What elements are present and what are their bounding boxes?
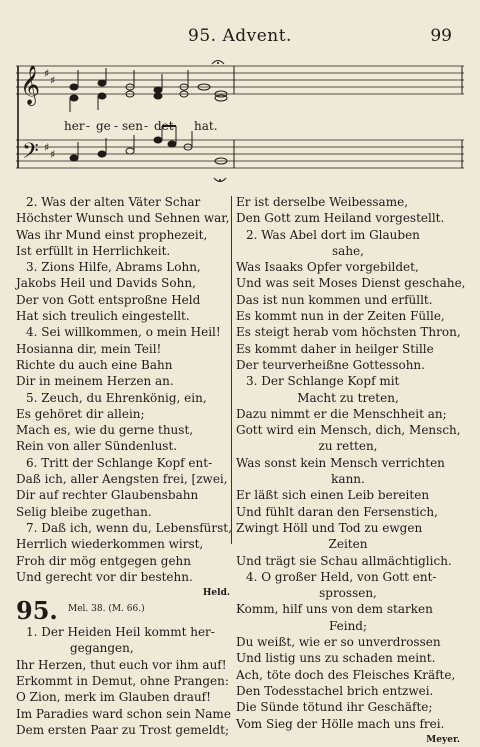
text-line: Dir in meinem Herzen an. bbox=[16, 374, 174, 389]
text-line: 4. O großer Held, von Gott ent- bbox=[246, 569, 437, 584]
text-line: Ach, töte doch des Fleisches Kräfte, bbox=[236, 667, 456, 682]
hymn-title: 95. Advent. bbox=[188, 26, 292, 46]
text-line: Und gerecht vor dir bestehn. bbox=[16, 569, 193, 584]
text-line: 3. Der Schlange Kopf mit bbox=[246, 374, 400, 389]
text-line: Es kommt nun in der Zeiten Fülle, bbox=[236, 309, 445, 324]
text-line: Die Sünde tötund ihr Geschäfte; bbox=[236, 700, 433, 715]
treble-staff bbox=[16, 66, 464, 94]
text-line: Und fühlt daran den Fersenstich, bbox=[236, 504, 438, 519]
lyric-syllable: sen bbox=[122, 119, 143, 133]
text-line: Feind; bbox=[328, 618, 368, 633]
text-line: Es kommt daher in heilger Stille bbox=[236, 341, 434, 356]
text-line: 7. Daß ich, wenn du, Lebensfürst, bbox=[26, 520, 232, 535]
text-line: Selig bleibe zugethan. bbox=[16, 504, 152, 519]
left-column bbox=[16, 194, 230, 738]
text-line: Was sonst kein Mensch verrichten bbox=[236, 455, 445, 470]
hymn94-verses bbox=[16, 194, 230, 585]
text-line: Jakobs Heil und Davids Sohn, bbox=[16, 276, 196, 291]
text-line: Zeiten bbox=[328, 537, 368, 552]
hymn95-heading bbox=[16, 596, 230, 626]
text-line: Gott wird ein Mensch, dich, Mensch, bbox=[236, 423, 461, 438]
text-line: sprossen, bbox=[319, 586, 377, 601]
text-line: Den Gott zum Heiland vorgestellt. bbox=[236, 211, 445, 226]
text-line: 5. Zeuch, du Ehrenkönig, ein, bbox=[26, 390, 207, 405]
page-number: 99 bbox=[430, 26, 452, 46]
treble-clef-icon: 𝄞 bbox=[20, 65, 41, 105]
text-line: Dem ersten Paar zu Trost gemeldt; bbox=[16, 722, 230, 737]
text-line: Macht zu treten, bbox=[297, 390, 399, 405]
lyric-syllable: ge bbox=[96, 119, 111, 133]
text-line: gegangen, bbox=[70, 641, 134, 656]
text-line: Froh dir mög entgegen gehn bbox=[16, 553, 192, 568]
text-line: Und trägt sie Schau allmächtiglich. bbox=[236, 553, 452, 568]
lyric-syllable: - bbox=[114, 119, 119, 133]
text-line: Ihr Herzen, thut euch vor ihm auf! bbox=[16, 657, 227, 672]
bass-staff bbox=[16, 140, 464, 168]
text-line: Mach es, wie du gerne thust, bbox=[16, 423, 194, 438]
text-line: kann. bbox=[331, 472, 365, 487]
text-line: Du weißt, wie er so unverdrossen bbox=[236, 635, 441, 650]
text-line: Dazu nimmt er die Menschheit an; bbox=[236, 406, 447, 421]
text-line: Höchster Wunsch und Sehnen war, bbox=[16, 211, 230, 226]
text-line: Ist erfüllt in Herrlichkeit. bbox=[16, 243, 171, 258]
text-line: sahe, bbox=[332, 243, 364, 258]
text-line: 3. Zions Hilfe, Abrams Lohn, bbox=[26, 260, 201, 275]
text-line: 1. Der Heiden Heil kommt her- bbox=[26, 625, 215, 640]
hymn95-verses bbox=[236, 194, 466, 732]
text-line: Was ihr Mund einst prophezeit, bbox=[16, 227, 208, 242]
text-line: Und listig uns zu schaden meint. bbox=[236, 651, 436, 666]
text-line: Hosianna dir, mein Teil! bbox=[16, 341, 162, 356]
text-line: Vom Sieg der Hölle mach uns frei. bbox=[236, 716, 445, 731]
text-line: Daß ich, aller Aengsten frei, [zwei, bbox=[16, 472, 228, 487]
lyrics-row bbox=[64, 119, 218, 133]
text-line: Er ist derselbe Weibessame, bbox=[236, 195, 409, 209]
text-line: Dir auf rechter Glaubensbahn bbox=[16, 488, 199, 503]
text-line: Den Todesstachel brich entzwei. bbox=[236, 683, 434, 698]
page-header bbox=[0, 20, 480, 50]
hymn-number: 95. bbox=[16, 596, 58, 626]
author-attribution: Held. bbox=[202, 588, 230, 599]
text-line: Richte du auch eine Bahn bbox=[16, 357, 173, 372]
text-line: Rein von aller Sündenlust. bbox=[16, 439, 178, 454]
lyric-syllable: her bbox=[64, 119, 85, 133]
text-line: Und was seit Moses Dienst geschahe, bbox=[236, 276, 466, 291]
text-line: 2. Was Abel dort im Glauben bbox=[246, 227, 420, 242]
lyric-syllable: hat. bbox=[194, 119, 218, 133]
column-divider bbox=[231, 196, 232, 544]
text-line: 6. Tritt der Schlange Kopf ent- bbox=[26, 455, 213, 470]
lyric-syllable: - bbox=[144, 119, 149, 133]
key-signature: ♯ bbox=[44, 141, 50, 154]
text-line: Der teurverheißne Gottessohn. bbox=[236, 357, 425, 372]
text-line: 4. Sei willkommen, o mein Heil! bbox=[26, 325, 221, 340]
author-attribution: Meyer. bbox=[426, 734, 460, 745]
bass-clef-icon: 𝄢 bbox=[22, 139, 39, 169]
barlines bbox=[234, 66, 462, 168]
text-line: zu retten, bbox=[318, 439, 378, 454]
key-signature: ♯ bbox=[50, 74, 56, 87]
hymn95-verse1 bbox=[16, 624, 230, 738]
melody-reference: Mel. 38. (M. 66.) bbox=[68, 604, 145, 615]
text-line: Zwingt Höll und Tod zu ewgen bbox=[236, 520, 423, 535]
text-line: Der von Gott entsproßne Held bbox=[16, 292, 201, 307]
text-line: Hat sich treulich eingestellt. bbox=[16, 309, 190, 324]
lyric-syllable: det bbox=[154, 119, 174, 133]
text-line: Es gehöret dir allein; bbox=[16, 406, 145, 421]
key-signature: ♯ bbox=[50, 148, 56, 161]
treble-notes bbox=[70, 68, 227, 112]
key-signature: ♯ bbox=[44, 67, 50, 80]
text-line: Was Isaaks Opfer vorgebildet, bbox=[236, 260, 419, 275]
lyric-syllable: - bbox=[86, 119, 91, 133]
text-line: Im Paradies ward schon sein Name bbox=[16, 706, 231, 721]
text-line: Es steigt herab vom höchsten Thron, bbox=[236, 325, 461, 340]
right-column bbox=[236, 194, 466, 747]
text-line: Komm, hilf uns von dem starken bbox=[236, 602, 433, 617]
text-line: Erkommt in Demut, ohne Prangen: bbox=[16, 674, 229, 689]
text-line: Herrlich wiederkommen wirst, bbox=[16, 537, 204, 552]
text-line: Er läßt sich einen Leib bereiten bbox=[236, 488, 430, 503]
text-line: 2. Was der alten Väter Schar bbox=[26, 195, 201, 209]
text-line: O Zion, merk im Glauben drauf! bbox=[16, 690, 211, 705]
text-line: Das ist nun kommen und erfüllt. bbox=[236, 292, 433, 307]
music-score bbox=[16, 58, 464, 190]
